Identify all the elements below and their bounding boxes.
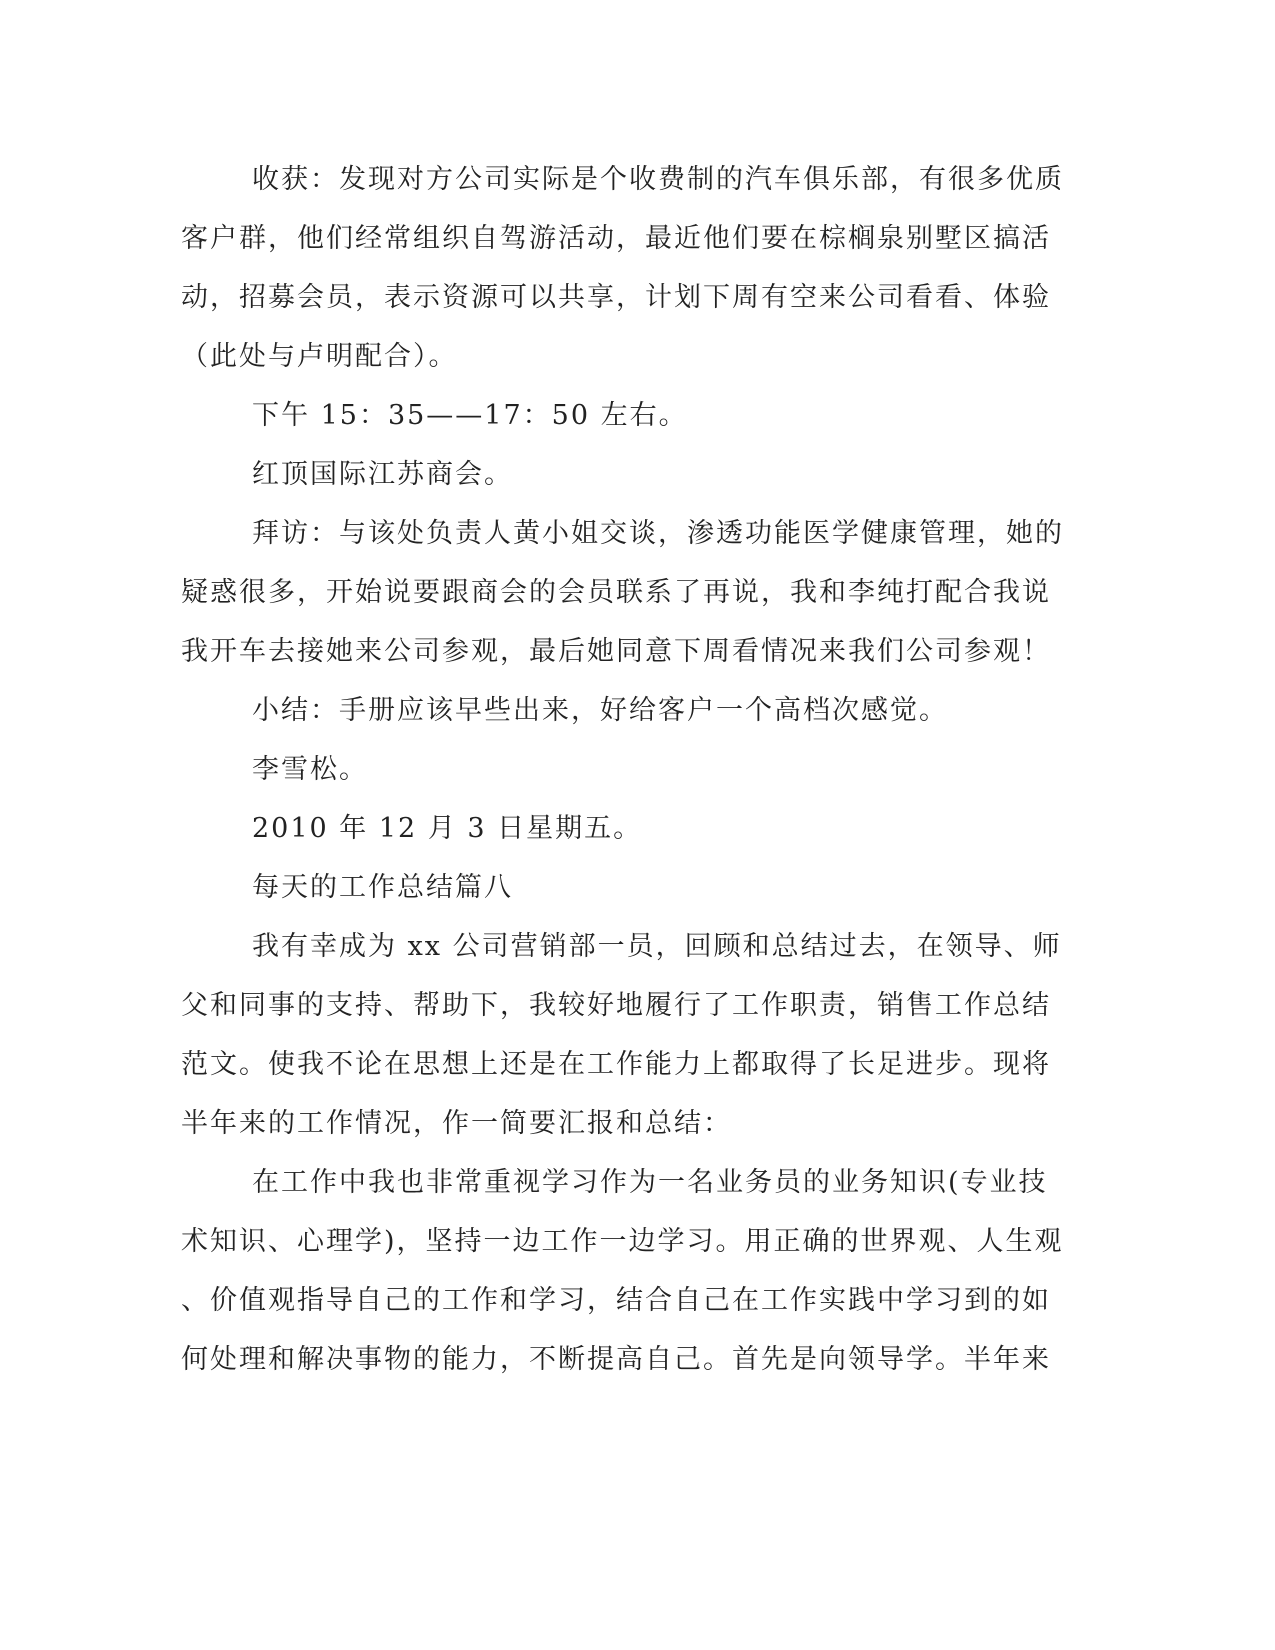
paragraph-gains-line-3: 动，招募会员，表示资源可以共享，计划下周有空来公司看看、体验 [181, 282, 1051, 313]
section-heading: 每天的工作总结篇八 [252, 872, 513, 903]
paragraph-intro-line-3: 范文。使我不论在思想上还是在工作能力上都取得了长足进步。现将 [181, 1049, 1051, 1080]
time-line: 下午 15：35——17：50 左右。 [252, 400, 688, 431]
paragraph-intro-line-2: 父和同事的支持、帮助下，我较好地履行了工作职责，销售工作总结 [181, 990, 1051, 1021]
paragraph-visit-line-1: 拜访：与该处负责人黄小姐交谈，渗透功能医学健康管理，她的 [252, 518, 1064, 549]
paragraph-intro-line-1: 我有幸成为 xx 公司营销部一员，回顾和总结过去，在领导、师 [252, 931, 1062, 962]
paragraph-gains-line-2: 客户群，他们经常组织自驾游活动，最近他们要在棕榈泉别墅区搞活 [181, 223, 1051, 254]
paragraph-visit-line-3: 我开车去接她来公司参观，最后她同意下周看情况来我们公司参观！ [181, 636, 1051, 667]
author-line: 李雪松。 [252, 754, 368, 785]
paragraph-visit-line-2: 疑惑很多，开始说要跟商会的会员联系了再说，我和李纯打配合我说 [181, 577, 1051, 608]
paragraph-study-line-3: 、价值观指导自己的工作和学习，结合自己在工作实践中学习到的如 [181, 1285, 1051, 1316]
paragraph-study-line-4: 何处理和解决事物的能力，不断提高自己。首先是向领导学。半年来 [181, 1344, 1051, 1375]
paragraph-gains-line-1: 收获：发现对方公司实际是个收费制的汽车俱乐部，有很多优质 [252, 164, 1064, 195]
paragraph-study-line-2: 术知识、心理学)，坚持一边工作一边学习。用正确的世界观、人生观 [181, 1226, 1064, 1257]
summary-line: 小结：手册应该早些出来，好给客户一个高档次感觉。 [252, 695, 948, 726]
date-line: 2010 年 12 月 3 日星期五。 [252, 813, 643, 844]
venue-line: 红顶国际江苏商会。 [252, 459, 513, 490]
paragraph-gains-line-4: （此处与卢明配合）。 [181, 341, 458, 372]
paragraph-study-line-1: 在工作中我也非常重视学习作为一名业务员的业务知识(专业技 [252, 1167, 1048, 1198]
paragraph-intro-line-4: 半年来的工作情况，作一简要汇报和总结： [181, 1108, 732, 1139]
